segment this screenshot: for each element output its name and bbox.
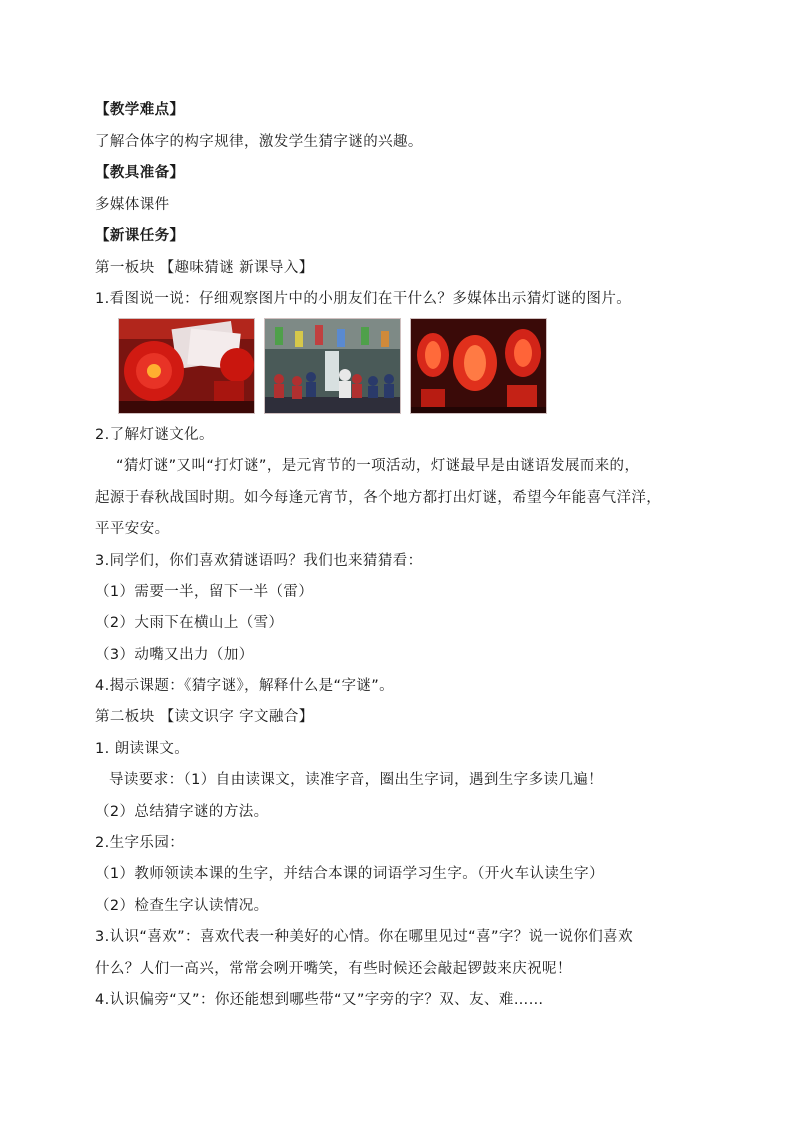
section2-item2-sub2: （2）检查生字认读情况。 <box>95 898 269 914</box>
section1-title: 第一板块 【趣味猜谜 新课导入】 <box>95 260 314 276</box>
difficulty-heading: 【教学难点】 <box>95 102 185 118</box>
tools-text: 多媒体课件 <box>95 197 170 213</box>
section2-item1-sub2: （2）总结猜字谜的方法。 <box>95 804 269 820</box>
riddle-3: （3）动嘴又出力（加） <box>95 647 254 663</box>
section2-item1-sub1: 导读要求：（1）自由读课文，读准字音，圈出生字词，遇到生字多读几遍！ <box>109 772 604 788</box>
culture-para-line2: 起源于春秋战国时期。如今每逢元宵节，各个地方都打出灯谜，希望今年能喜气洋洋， <box>95 490 662 506</box>
red-lanterns-photo <box>410 318 547 414</box>
section1-item4: 4.揭示课题：《猜字谜》，解释什么是“字谜”。 <box>95 678 395 694</box>
section1-item1: 1.看图说一说：仔细观察图片中的小朋友们在干什么？多媒体出示猜灯谜的图片。 <box>95 291 632 307</box>
section2-item1: 1. 朗读课文。 <box>95 741 190 757</box>
crowd-image <box>265 319 401 414</box>
new-lesson-heading: 【新课任务】 <box>95 228 185 244</box>
section2-title: 第二板块 【读文识字 字文融合】 <box>95 709 314 725</box>
red-lantern-image <box>411 319 547 414</box>
culture-para-line1: “猜灯谜”又叫“打灯谜”，是元宵节的一项活动，灯谜最早是由谜语发展而来的， <box>116 458 640 474</box>
section2-item3-line2: 什么？人们一高兴，常常会咧开嘴笑，有些时候还会敲起锣鼓来庆祝呢！ <box>95 961 572 977</box>
section2-item2: 2.生字乐园： <box>95 835 185 851</box>
riddle-2: （2）大雨下在横山上（雪） <box>95 615 284 631</box>
tools-heading: 【教具准备】 <box>95 165 185 181</box>
culture-para-line3: 平平安安。 <box>95 521 170 537</box>
red-lantern-image <box>119 319 255 414</box>
section2-item2-sub1: （1）教师领读本课的生字，并结合本课的词语学习生字。（开火车认读生字） <box>95 866 604 882</box>
children-riddle-hall-photo <box>264 318 401 414</box>
lantern-riddle-cards-photo <box>118 318 255 414</box>
section2-item4: 4.认识偏旁“又”：你还能想到哪些带“又”字旁的字？双、友、难…… <box>95 992 544 1008</box>
section2-item3-line1: 3.认识“喜欢”：喜欢代表一种美好的心情。你在哪里见过“喜”字？说一说你们喜欢 <box>95 929 633 945</box>
section1-item3: 3.同学们，你们喜欢猜谜语吗？我们也来猜猜看： <box>95 553 423 569</box>
difficulty-text: 了解合体字的构字规律，激发学生猜字谜的兴趣。 <box>95 134 423 150</box>
riddle-1: （1）需要一半，留下一半（雷） <box>95 584 314 600</box>
section1-item2: 2.了解灯谜文化。 <box>95 427 214 443</box>
